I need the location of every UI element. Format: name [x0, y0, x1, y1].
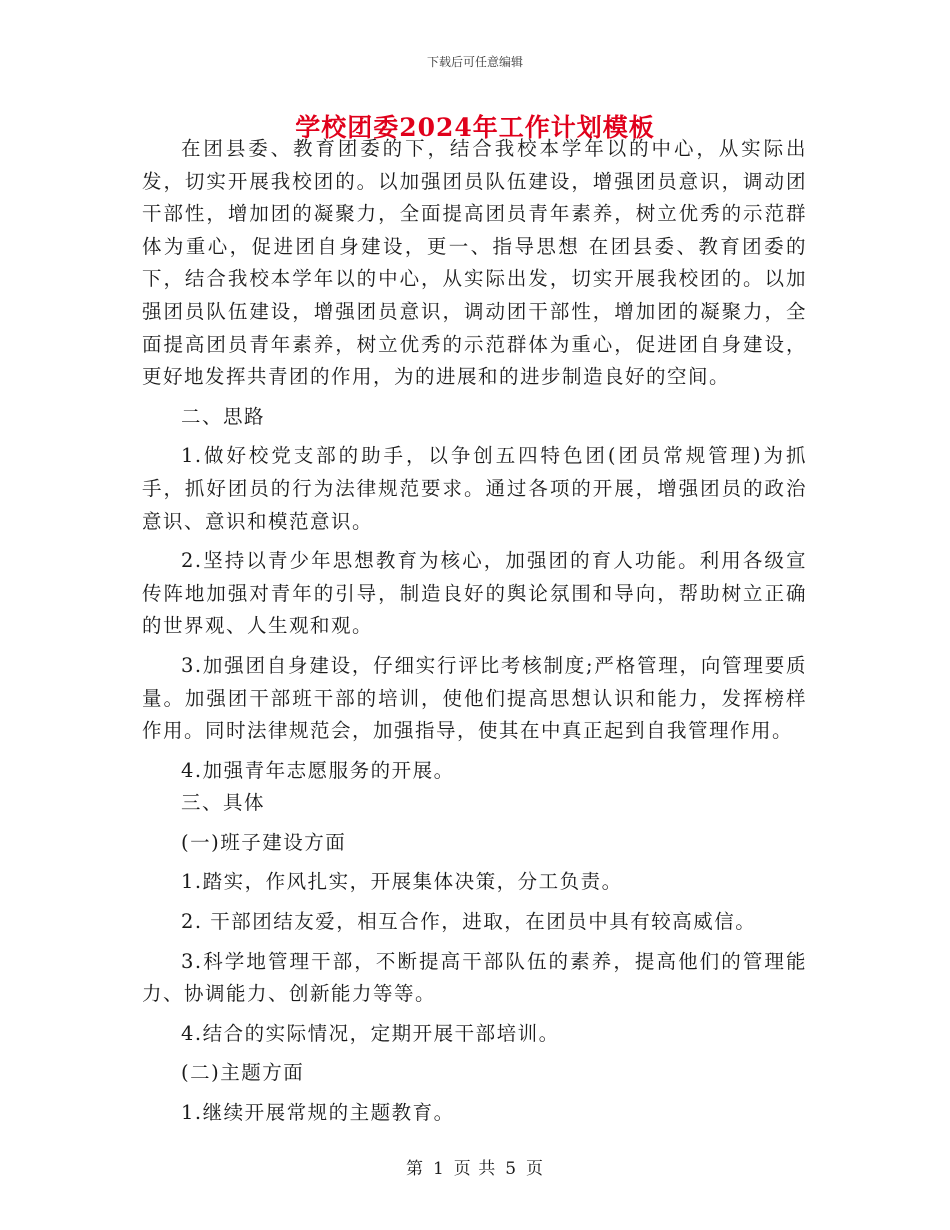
footer-middle: 页 共 [453, 1159, 497, 1179]
header-note: 下载后可任意编辑 [426, 55, 523, 69]
paragraph-approach-2: 2.坚持以青少年思想教育为核心，加强团的育人功能。利用各级宣传阵地加强对青年的引导，制造良好的舆论氛围和导向，帮助树立正确的世界观、人生观和观。 [142, 549, 807, 638]
paragraph-leadership-2: 2. 干部团结友爱，相互合作，进取，在团员中具有较高威信。 [181, 910, 757, 934]
subsection-heading-theme: (二)主题方面 [181, 1061, 305, 1085]
paragraph-approach-3: 3.加强团自身建设，仔细实行评比考核制度;严格管理，向管理要质量。加强团干部班干部的培训，使他们提高思想认识和能力，发挥榜样作用。同时法律规范会，加强指导，使其在中真正起到自我管理作用。 [142, 653, 807, 743]
footer-prefix: 第 [405, 1159, 424, 1179]
paragraph-approach-4: 4.加强青年志愿服务的开展。 [181, 758, 455, 782]
paragraph-theme-1: 1.继续开展常规的主题教育。 [181, 1101, 455, 1125]
paragraph-approach-1: 1.做好校党支部的助手，以争创五四特色团(团员常规管理)为抓手，抓好团员的行为法律规范要求。通过各项的开展，增强团员的政治意识、意识和模范意识。 [142, 444, 807, 533]
document-body [142, 133, 807, 1130]
subsection-heading-leadership: (一)班子建设方面 [181, 830, 347, 854]
section-heading-approach: 二、思路 [181, 404, 266, 428]
paragraph-leadership-3: 3.科学地管理干部，不断提高干部队伍的素养，提高他们的管理能力、协调能力、创新能力等等。 [142, 949, 807, 1006]
section-heading-specifics: 三、具体 [181, 791, 266, 815]
paragraph-leadership-1: 1.踏实，作风扎实，开展集体决策，分工负责。 [181, 870, 623, 894]
paragraph-guiding-thought: 在团县委、教育团委的下，结合我校本学年以的中心，从实际出发，切实开展我校团的。以加强团员队伍建设，增强团员意识，调动团干部性，增加团的凝聚力，全面提高团员青年素养，树立优秀的示范群体为重心，促进团自身建设，更一、指导思想 在团县委、教育团委的下，结合我校本学年以的中心，从实际出发，切实开展我校团的。以加强团员队伍建设，增强团员意识，调动团干部性，增加团的凝聚力，全面提高团员青年素养，树立优秀的示范群体为重心，促进团自身建设，更好地发挥共青团的作用，为的进展和的进步制造良好的空间。 [142, 137, 807, 389]
footer-total-pages: 5 [505, 1159, 518, 1179]
footer-current-page: 1 [432, 1159, 445, 1179]
page-footer [0, 1154, 950, 1179]
footer-suffix: 页 [526, 1159, 545, 1179]
document-title: 学校团委2024年工作计划模板 [295, 113, 655, 142]
paragraph-leadership-4: 4.结合的实际情况，定期开展干部培训。 [181, 1021, 560, 1045]
